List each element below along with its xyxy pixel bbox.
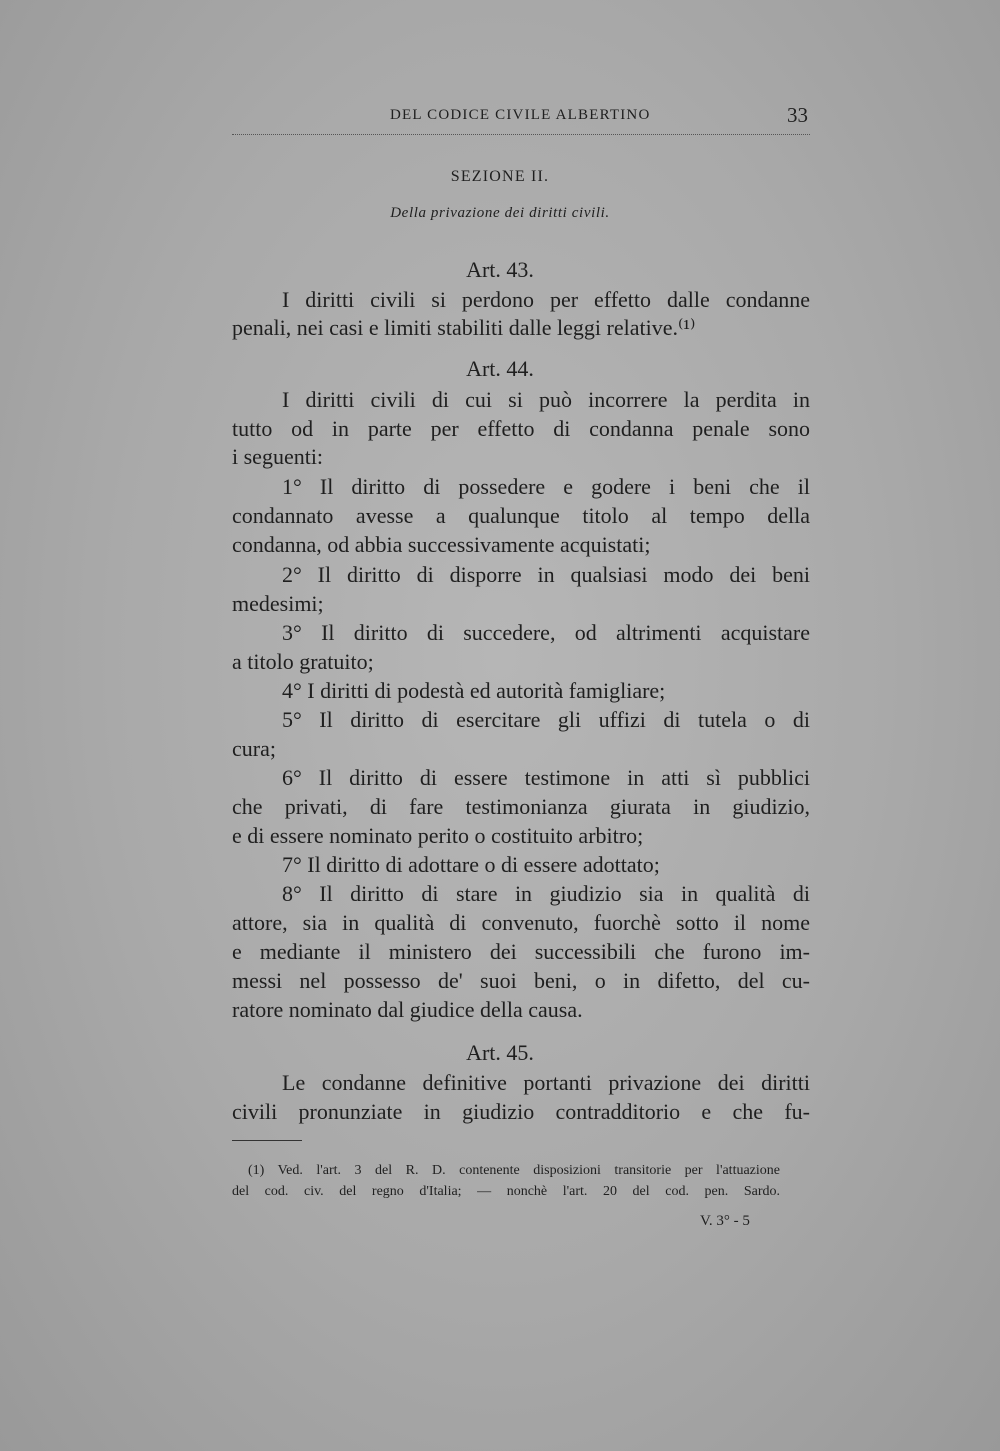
footnote-line: (1) Ved. l'art. 3 del R. D. contenente disposizioni transitorie per l'attuazione	[248, 1163, 780, 1178]
text-line: 6° Il diritto di essere testimone in atti sì pubblici	[282, 765, 810, 790]
text-line: I diritti civili si perdono per effetto dalle condanne	[282, 287, 810, 312]
page-number: 33	[787, 103, 808, 127]
text-line: tutto od in parte per effetto di condanna penale sono	[232, 416, 810, 441]
text-line: I diritti civili di cui si può incorrere la perdita in	[282, 387, 810, 412]
text-line: ratore nominato dal giudice della causa.	[232, 997, 583, 1022]
text-line: medesimi;	[232, 591, 324, 616]
text-line: 3° Il diritto di succedere, od altrimenti acquistare	[282, 620, 810, 645]
text-line: e di essere nominato perito o costituito arbitro;	[232, 823, 644, 848]
text-line: Le condanne definitive portanti privazione dei diritti	[282, 1070, 810, 1095]
footnote-line: del cod. civ. del regno d'Italia; — nonchè l'art. 20 del cod. pen. Sardo.	[232, 1184, 780, 1199]
text-line: civili pronunziate in giudizio contradditorio e che fu-	[232, 1099, 810, 1124]
header-rule	[232, 134, 810, 135]
text-line: e mediante il ministero dei successibili che furono im-	[232, 939, 810, 964]
text-line: 5° Il diritto di esercitare gli uffizi di tutela o di	[282, 707, 810, 732]
text-line: i seguenti:	[232, 444, 324, 469]
text-line: condanna, od abbia successivamente acquistati;	[232, 532, 651, 557]
text-line: 8° Il diritto di stare in giudizio sia in qualità di	[282, 881, 810, 906]
text-line: 2° Il diritto di disporre in qualsiasi modo dei beni	[282, 562, 810, 587]
text-line: 4° I diritti di podestà ed autorità famigliare;	[282, 678, 666, 703]
text-line: penali, nei casi e limiti stabiliti dalle leggi relative.⁽¹⁾	[232, 315, 696, 340]
footnote-rule	[232, 1140, 302, 1141]
text-line: 1° Il diritto di possedere e godere i beni che il	[282, 474, 810, 499]
text-line: 7° Il diritto di adottare o di essere adottato;	[282, 852, 660, 877]
text-line: cura;	[232, 736, 276, 761]
text-line: che privati, di fare testimonianza giurata in giudizio,	[232, 794, 810, 819]
running-title: DEL CODICE CIVILE ALBERTINO	[390, 107, 651, 123]
signature-mark: V. 3° - 5	[700, 1213, 750, 1229]
text-line: condannato avesse a qualunque titolo al tempo della	[232, 503, 810, 528]
article-44-heading: Art. 44.	[466, 356, 534, 381]
text-line: attore, sia in qualità di convenuto, fuorchè sotto il nome	[232, 910, 810, 935]
section-subtitle: Della privazione dei diritti civili.	[390, 205, 610, 221]
section-title: SEZIONE II.	[450, 168, 550, 185]
text-line: a titolo gratuito;	[232, 649, 374, 674]
article-45-heading: Art. 45.	[466, 1040, 534, 1065]
article-43-heading: Art. 43.	[466, 257, 534, 282]
text-line: messi nel possesso de' suoi beni, o in difetto, del cu-	[232, 968, 810, 993]
page-header	[232, 103, 810, 131]
